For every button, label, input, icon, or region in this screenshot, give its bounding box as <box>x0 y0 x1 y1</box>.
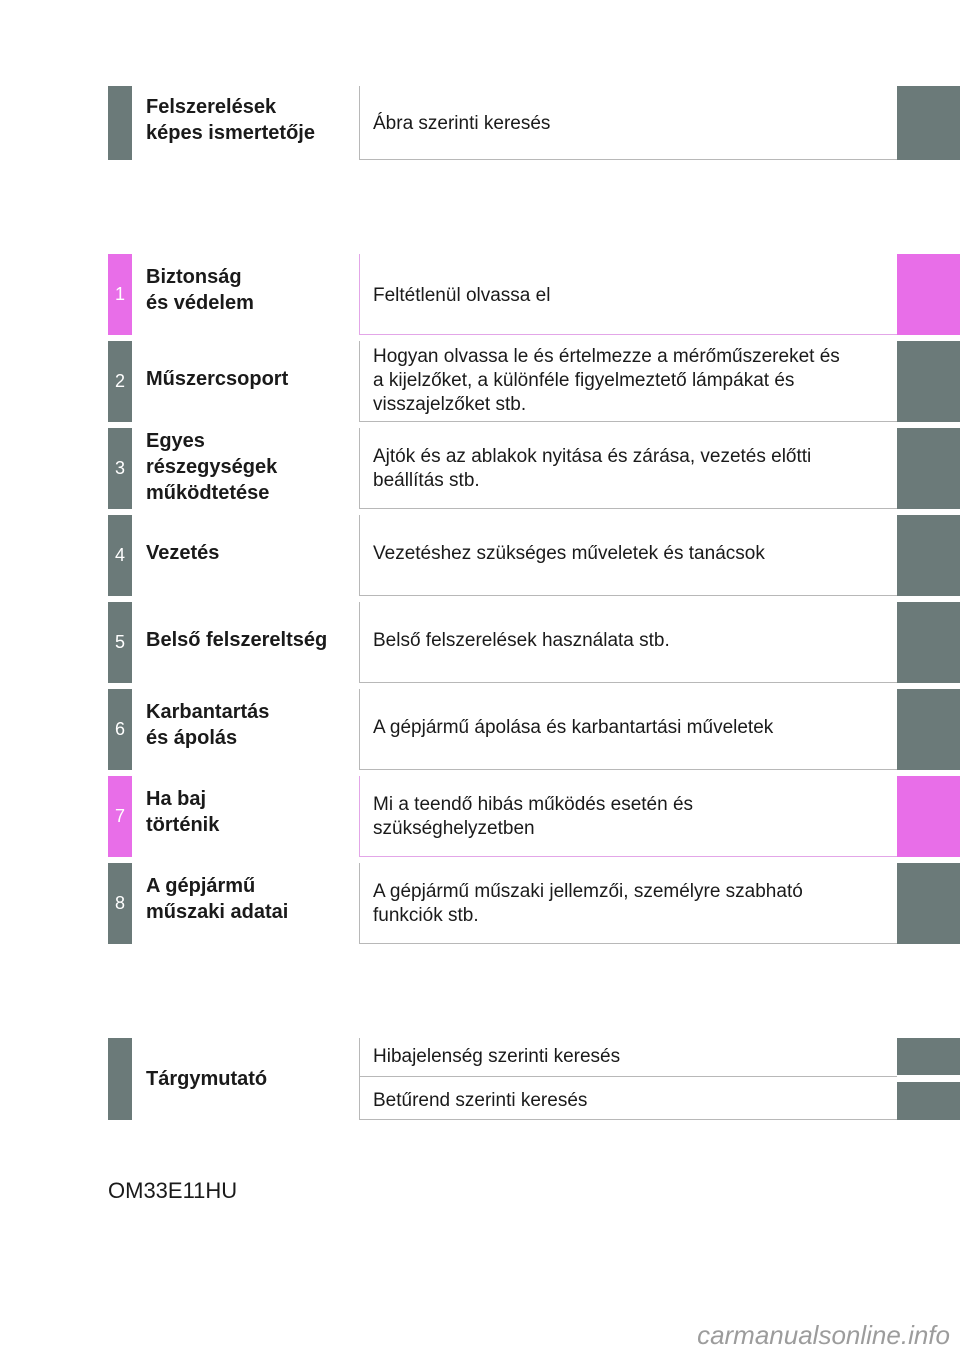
chapter-tab <box>108 689 132 770</box>
chapter-title: Karbantartás és ápolás <box>146 701 270 749</box>
chapter-right-tab <box>897 776 960 857</box>
header-title: Felszerelések képes ismertetője <box>146 96 315 144</box>
chapter-number: 1 <box>114 284 125 304</box>
divider <box>359 341 360 422</box>
chapter-tab <box>108 428 132 509</box>
chapter-right-tab <box>897 341 960 422</box>
chapter-tab <box>108 863 132 944</box>
chapter-right-tab <box>897 863 960 944</box>
document-code: OM33E11HU <box>108 1178 238 1203</box>
header-tab <box>108 86 132 160</box>
chapter-tab <box>108 776 132 857</box>
chapter-right-tab <box>897 515 960 596</box>
divider <box>359 863 360 944</box>
chapter-description: A gépjármű műszaki jellemzői, személyre szabható funkciók stb. <box>373 881 803 926</box>
chapter-description: Mi a teendő hibás működés esetén és szükséghelyzetben <box>373 794 694 839</box>
chapter-number: 5 <box>114 632 125 652</box>
divider <box>359 682 897 683</box>
chapter-tab <box>108 254 132 335</box>
index-item-symptom[interactable]: Hibajelenség szerinti keresés <box>373 1046 621 1067</box>
divider <box>359 334 897 335</box>
divider <box>359 856 897 857</box>
header-description: Ábra szerinti keresés <box>373 113 551 134</box>
header-row[interactable] <box>0 86 960 160</box>
divider <box>359 776 360 857</box>
divider <box>359 689 360 770</box>
index-right-tab-symptom <box>897 1038 960 1075</box>
chapter-number: 7 <box>114 806 125 826</box>
chapter-row-4[interactable] <box>0 515 960 596</box>
chapter-right-tab <box>897 428 960 509</box>
chapter-number: 2 <box>114 371 125 391</box>
divider <box>359 1038 360 1120</box>
chapter-description: Belső felszerelések használata stb. <box>373 630 670 651</box>
chapter-row-5[interactable] <box>0 602 960 683</box>
chapter-title: Ha baj történik <box>146 788 220 836</box>
index-tab <box>108 1038 132 1120</box>
chapter-row-1[interactable] <box>0 254 960 335</box>
chapter-right-tab <box>897 689 960 770</box>
chapter-row-2[interactable] <box>0 341 960 422</box>
index-title: Tárgymutató <box>146 1068 268 1090</box>
divider <box>359 769 897 770</box>
chapter-title: A gépjármű műszaki adatai <box>146 875 289 923</box>
divider <box>359 86 360 160</box>
divider <box>359 515 360 596</box>
chapter-description: Vezetéshez szükséges műveletek és tanácsok <box>373 543 765 564</box>
divider <box>359 428 360 509</box>
chapter-description: Ajtók és az ablakok nyitása és zárása, vezetés előtti beállítás stb. <box>373 446 812 491</box>
index-right-tab-alphabetical <box>897 1082 960 1120</box>
chapter-number: 8 <box>114 893 125 913</box>
chapter-title: Egyes részegységek működtetése <box>146 430 278 504</box>
chapter-row-7[interactable] <box>0 776 960 857</box>
chapter-title: Műszercsoport <box>146 368 289 390</box>
divider <box>359 943 897 944</box>
chapter-right-tab <box>897 602 960 683</box>
chapter-tab <box>108 341 132 422</box>
header-right-tab <box>897 86 960 160</box>
divider <box>359 1076 897 1077</box>
chapter-description: Feltétlenül olvassa el <box>373 285 551 306</box>
chapter-description: A gépjármű ápolása és karbantartási műveletek <box>373 717 774 738</box>
chapter-number: 4 <box>114 545 125 565</box>
chapter-row-3[interactable] <box>0 428 960 509</box>
chapter-description: Hogyan olvassa le és értelmezze a mérőműszereket és a kijelzőket, a különféle figyelmeztető lámpákat és visszajelzőket stb. <box>373 346 840 415</box>
chapter-title: Biztonság és védelem <box>146 266 254 314</box>
chapter-right-tab <box>897 254 960 335</box>
divider <box>359 508 897 509</box>
divider <box>359 421 897 422</box>
chapter-title: Vezetés <box>146 542 220 564</box>
chapter-tab <box>108 515 132 596</box>
index-row <box>0 1038 960 1120</box>
divider <box>359 159 897 160</box>
divider <box>359 254 360 335</box>
chapter-tab <box>108 602 132 683</box>
chapter-title: Belső felszereltség <box>146 629 328 651</box>
chapter-row-6[interactable] <box>0 689 960 770</box>
chapter-number: 6 <box>114 719 125 739</box>
divider <box>359 602 360 683</box>
chapter-number: 3 <box>114 458 125 478</box>
divider <box>359 1119 897 1120</box>
divider <box>359 595 897 596</box>
watermark: carmanualsonline.info <box>697 1320 950 1350</box>
index-item-alphabetical[interactable]: Betűrend szerinti keresés <box>373 1090 588 1111</box>
chapter-row-8[interactable] <box>0 863 960 944</box>
